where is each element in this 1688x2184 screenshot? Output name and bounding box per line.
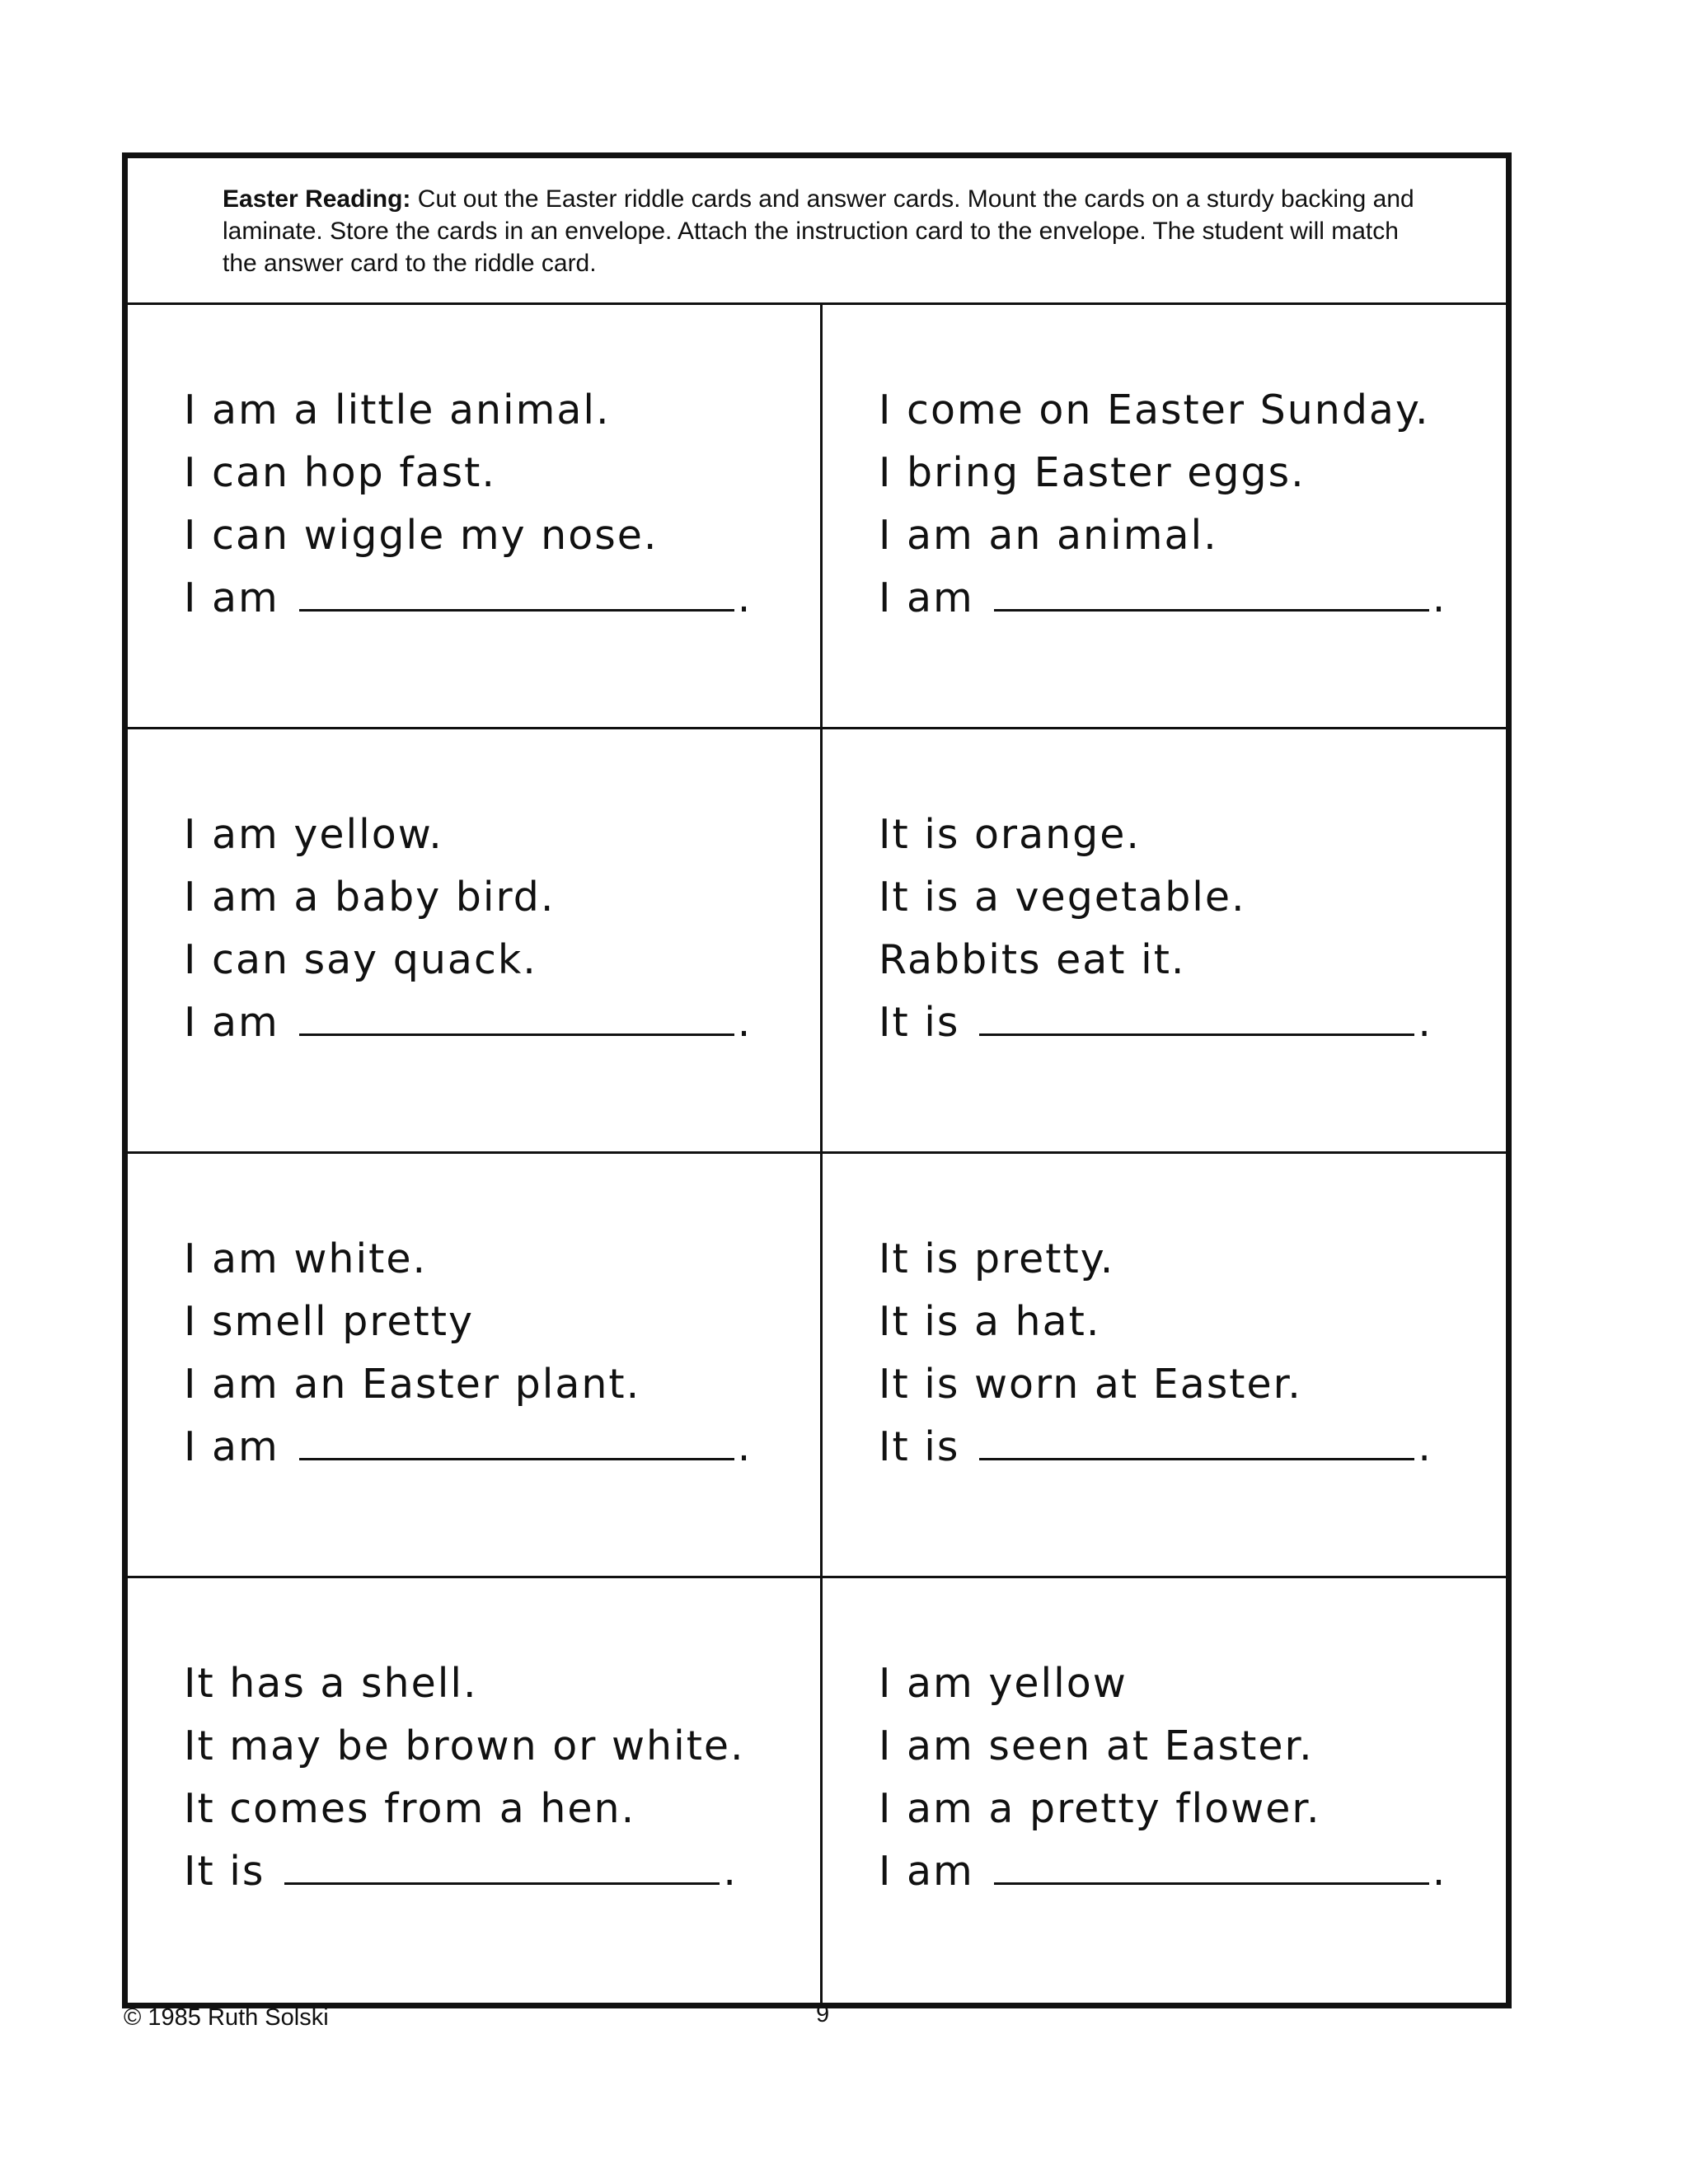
answer-line (184, 991, 787, 1054)
answer-period: . (737, 1423, 753, 1470)
riddle-line: It is pretty. (879, 1235, 1115, 1282)
answer-line (879, 991, 1473, 1054)
riddle-line: I am yellow (879, 1660, 1128, 1707)
copyright-notice: © 1985 Ruth Solski (124, 2004, 329, 2031)
answer-period: . (1432, 1848, 1447, 1895)
riddle-card (128, 1154, 823, 1578)
riddle-line: I am a baby bird. (184, 874, 556, 921)
riddle-line: I smell pretty (184, 1298, 474, 1345)
riddle-line: It is a vegetable. (879, 874, 1246, 921)
riddle-line: It may be brown or white. (184, 1722, 745, 1769)
riddle-card (128, 1578, 823, 2003)
answer-period: . (723, 1848, 738, 1895)
riddle-line: It is worn at Easter. (879, 1361, 1302, 1408)
riddle-line: I am white. (184, 1235, 428, 1282)
answer-period: . (1418, 1423, 1432, 1470)
riddle-line: I bring Easter eggs. (879, 449, 1306, 496)
riddle-line: Rabbits eat it. (879, 936, 1186, 983)
riddle-line: It is orange. (879, 811, 1141, 858)
riddle-line: I am an animal. (879, 512, 1218, 559)
answer-line (184, 567, 787, 630)
answer-prefix: It is (879, 1423, 960, 1470)
answer-prefix: It is (879, 999, 960, 1046)
answer-blank (979, 1001, 1414, 1036)
riddle-line: I come on Easter Sunday. (879, 387, 1430, 434)
answer-prefix: I am (184, 999, 279, 1046)
riddle-line: I am an Easter plant. (184, 1361, 641, 1408)
riddle-card (823, 1154, 1506, 1578)
answer-prefix: I am (184, 1423, 279, 1470)
riddle-line: I can hop fast. (184, 449, 496, 496)
page-number: 9 (816, 2001, 830, 2027)
answer-blank (284, 1849, 720, 1885)
instructions-lead: Easter Reading: (223, 185, 411, 213)
worksheet (122, 152, 1512, 2008)
riddle-line: I am a pretty flower. (879, 1785, 1321, 1832)
riddle-line: It is a hat. (879, 1298, 1101, 1345)
riddle-line: I can say quack. (184, 936, 537, 983)
riddle-card (128, 729, 823, 1154)
answer-line (879, 1416, 1473, 1479)
answer-prefix: I am (879, 1848, 974, 1895)
riddle-line: I am a little animal. (184, 387, 611, 434)
riddle-line: I am yellow. (184, 811, 443, 858)
answer-line (184, 1840, 787, 1903)
riddle-card-grid (128, 305, 1506, 2003)
answer-blank (299, 1425, 734, 1460)
answer-blank (299, 1001, 734, 1036)
riddle-card (823, 729, 1506, 1154)
answer-period: . (737, 574, 753, 621)
answer-blank (994, 576, 1429, 612)
answer-blank (979, 1425, 1414, 1460)
riddle-card (823, 1578, 1506, 2003)
answer-period: . (1418, 999, 1432, 1046)
answer-prefix: It is (184, 1848, 265, 1895)
answer-line (879, 1840, 1473, 1903)
riddle-line: I am seen at Easter. (879, 1722, 1314, 1769)
answer-prefix: I am (879, 574, 974, 621)
answer-line (879, 567, 1473, 630)
answer-prefix: I am (184, 574, 279, 621)
riddle-line: It comes from a hen. (184, 1785, 636, 1832)
answer-blank (299, 576, 734, 612)
answer-period: . (1432, 574, 1447, 621)
instructions-text: Cut out the Easter riddle cards and answer cards. Mount the cards on a sturdy backing and laminate. Store the cards in an envelope. Attach the instruction card to the envelope. The student will match the answer card to the riddle card. (223, 185, 1414, 277)
answer-blank (994, 1849, 1429, 1885)
riddle-line: It has a shell. (184, 1660, 478, 1707)
riddle-card (128, 305, 823, 729)
answer-line (184, 1416, 787, 1479)
riddle-card (823, 305, 1506, 729)
answer-period: . (737, 999, 753, 1046)
riddle-line: I can wiggle my nose. (184, 512, 659, 559)
instructions (128, 158, 1506, 305)
